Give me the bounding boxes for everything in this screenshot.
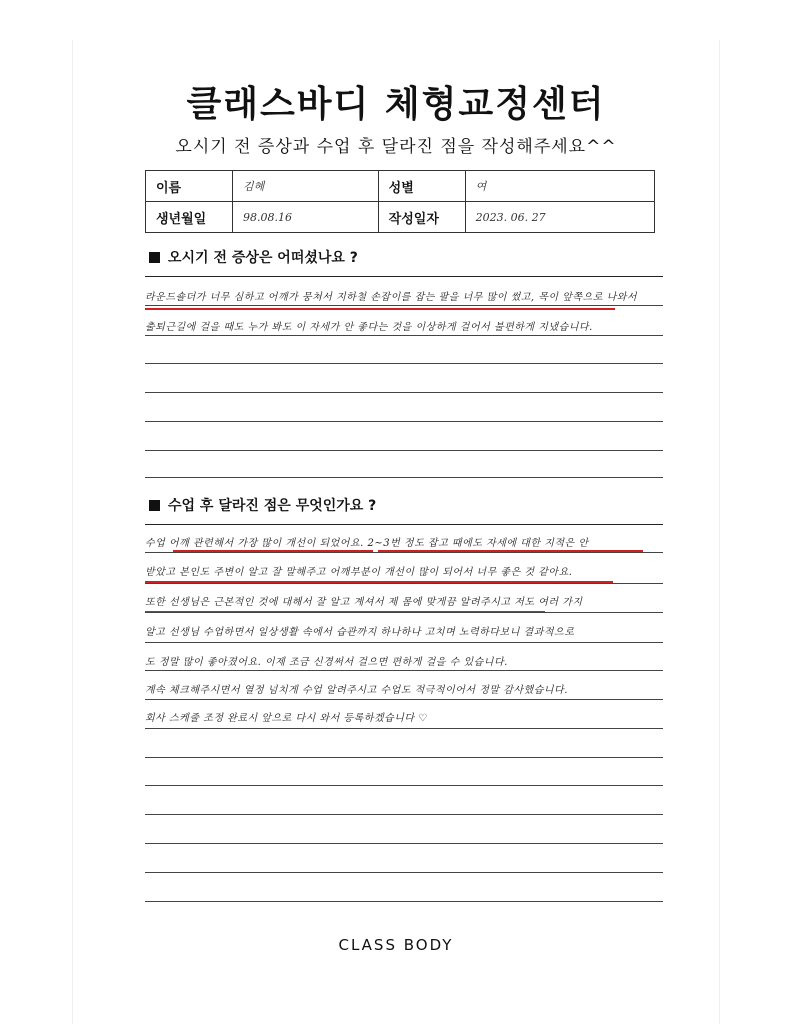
ruled-line [145, 843, 663, 844]
after-line-3: 또한 선생님은 근본적인 것에 대해서 잘 알고 계셔서 제 몸에 맞게끔 알려주시고 저도 여러 가지 [145, 597, 583, 608]
section-divider [145, 276, 663, 277]
ruled-line [145, 642, 663, 643]
ruled-line [145, 728, 663, 729]
red-underline [145, 308, 615, 310]
ruled-line [145, 699, 663, 700]
ruled-line [145, 814, 663, 815]
ruled-line [145, 872, 663, 873]
ruled-line [145, 421, 663, 422]
ruled-line [145, 363, 663, 364]
ruled-line [145, 583, 663, 584]
ruled-line [145, 552, 663, 553]
ruled-line [145, 670, 663, 671]
ruled-line [145, 450, 663, 451]
after-line-2: 받았고 본인도 주변이 알고 잘 말해주고 어깨부분이 개선이 많이 되어서 너무 좋은 것 같아요. [145, 567, 573, 578]
info-table [145, 170, 655, 233]
square-bullet-icon [149, 252, 160, 263]
ruled-line [145, 757, 663, 758]
after-line-1: 수업 어깨 관련해서 가장 많이 개선이 되었어요. 2~3번 정도 잡고 때에도 자세에 대한 지적은 안 [145, 538, 589, 549]
page-title: 클래스바디 체형교정센터 [186, 84, 606, 125]
before-heading [149, 247, 358, 267]
footer-brand: CLASS BODY [338, 936, 454, 954]
ruled-line [145, 305, 663, 306]
ruled-line [145, 335, 663, 336]
name-label: 이름 [146, 171, 233, 202]
form-sheet [72, 40, 720, 1024]
ruled-line [145, 901, 663, 902]
date-label: 작성일자 [378, 202, 465, 233]
after-line-5: 도 정말 많이 좋아졌어요. 이제 조금 신경써서 걸으면 편하게 걸을 수 있습니다. [145, 657, 508, 668]
ruled-line [145, 392, 663, 393]
after-line-4: 알고 선생님 수업하면서 일상생활 속에서 습관까지 하나하나 고치며 노력하다보니 결과적으로 [145, 627, 575, 638]
after-line-6: 계속 체크해주시면서 열정 넘치게 수업 알려주시고 수업도 적극적이어서 정말 감사했습니다. [145, 685, 568, 696]
after-line-7: 회사 스케줄 조정 완료시 앞으로 다시 와서 등록하겠습니다 ♡ [145, 713, 428, 724]
ruled-line [145, 612, 663, 613]
birth-value: 98.08.16 [233, 202, 379, 233]
before-heading-text: 오시기 전 증상은 어떠셨나요 ? [168, 250, 358, 266]
gender-label: 성별 [378, 171, 465, 202]
date-value: 2023. 06. 27 [465, 202, 654, 233]
gender-value: 여 [465, 171, 654, 202]
square-bullet-icon [149, 500, 160, 511]
name-value: 김혜 [233, 171, 379, 202]
ruled-line [145, 477, 663, 478]
birth-label: 생년월일 [146, 202, 233, 233]
before-line-1: 라운드숄더가 너무 심하고 어깨가 뭉쳐서 지하철 손잡이를 잡는 팔을 너무 많이 썼고, 목이 앞쪽으로 나와서 [145, 292, 638, 303]
before-line-2: 출퇴근길에 걸을 때도 누가 봐도 이 자세가 안 좋다는 것을 이상하게 걸어서 불편하게 지냈습니다. [145, 322, 593, 333]
ruled-line [145, 785, 663, 786]
after-heading [149, 495, 376, 515]
section-divider [145, 524, 663, 525]
page-subtitle: 오시기 전 증상과 수업 후 달라진 점을 작성해주세요^^ [175, 137, 617, 157]
after-heading-text: 수업 후 달라진 점은 무엇인가요 ? [168, 498, 377, 514]
